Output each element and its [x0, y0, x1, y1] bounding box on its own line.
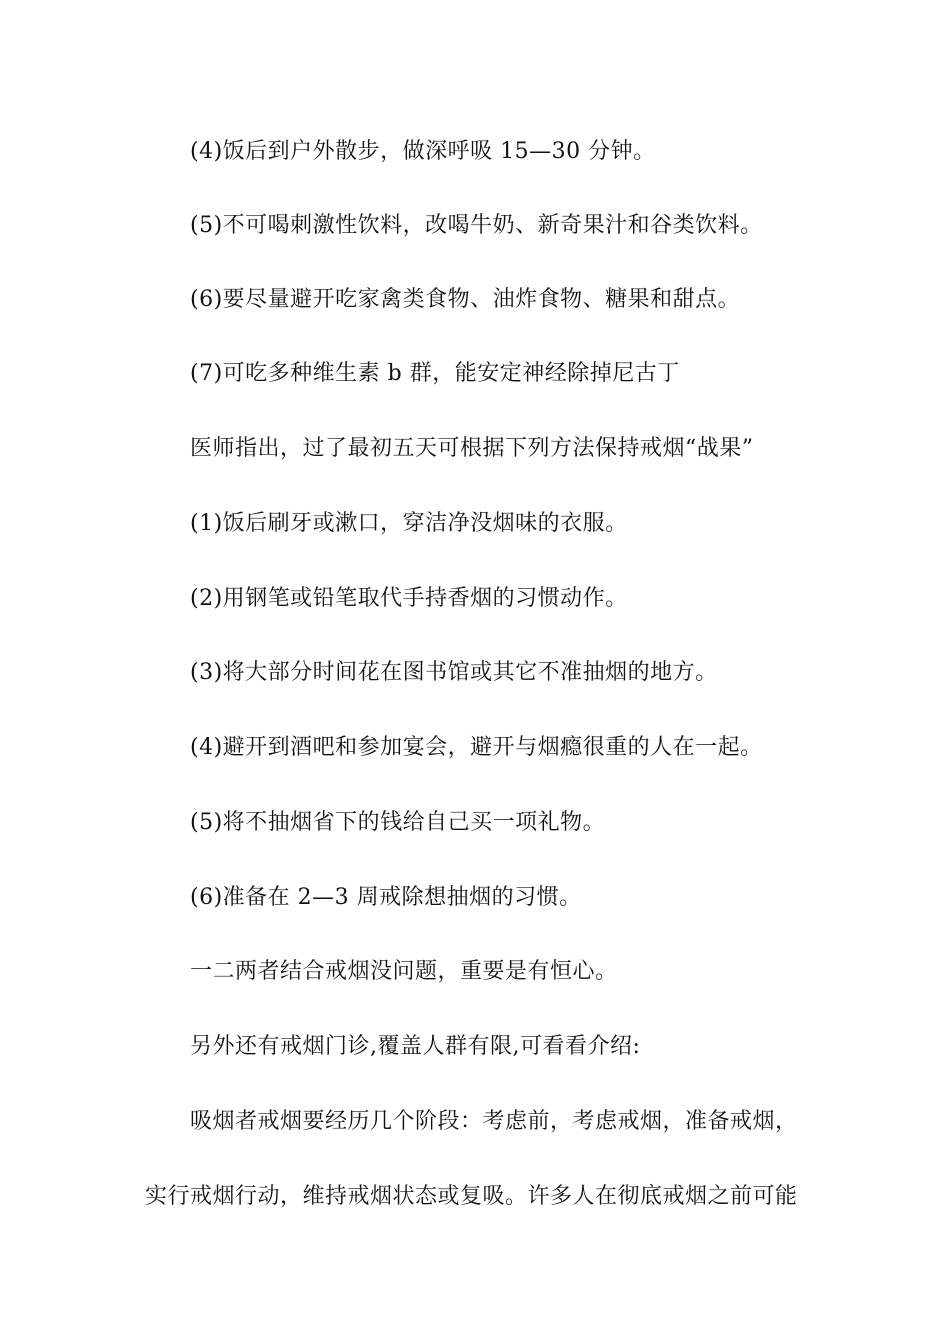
paragraph-line-6: (1)饭后刷牙或漱口，穿洁净没烟味的衣服。	[190, 511, 628, 536]
paragraph-line-14: 吸烟者戒烟要经历几个阶段：考虑前，考虑戒烟，准备戒烟，	[190, 1109, 798, 1134]
paragraph-line-7: (2)用钢笔或铅笔取代手持香烟的习惯动作。	[190, 586, 628, 611]
paragraph-line-2: (5)不可喝刺激性饮料，改喝牛奶、新奇果汁和谷类饮料。	[190, 213, 763, 238]
paragraph-line-9: (4)避开到酒吧和参加宴会，避开与烟瘾很重的人在一起。	[190, 735, 763, 760]
paragraph-line-12: 一二两者结合戒烟没问题，重要是有恒心。	[190, 959, 618, 984]
paragraph-line-1: (4)饭后到户外散步，做深呼吸 15—30 分钟。	[190, 139, 656, 164]
paragraph-line-10: (5)将不抽烟省下的钱给自己买一项礼物。	[190, 810, 606, 835]
paragraph-line-5: 医师指出，过了最初五天可根据下列方法保持戒烟“战果”	[190, 436, 754, 461]
paragraph-line-13: 另外还有戒烟门诊,覆盖人群有限,可看看介绍:	[190, 1034, 641, 1059]
paragraph-line-15: 实行戒烟行动，维持戒烟状态或复吸。许多人在彻底戒烟之前可能	[145, 1184, 798, 1209]
paragraph-line-4: (7)可吃多种维生素 b 群，能安定神经除掉尼古丁	[190, 361, 680, 386]
paragraph-line-11: (6)准备在 2—3 周戒除想抽烟的习惯。	[190, 885, 582, 910]
paragraph-line-3: (6)要尽量避开吃家禽类食物、油炸食物、糖果和甜点。	[190, 287, 741, 312]
paragraph-line-8: (3)将大部分时间花在图书馆或其它不准抽烟的地方。	[190, 660, 718, 685]
